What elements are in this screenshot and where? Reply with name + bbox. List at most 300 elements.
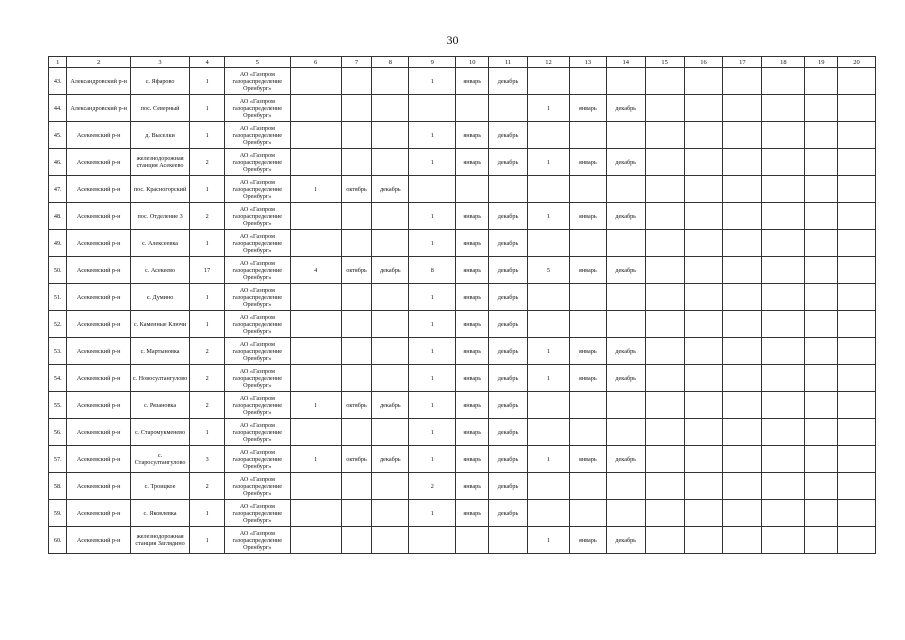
table-cell-col-1: 43. [49,68,67,95]
table-cell-col-16 [684,95,723,122]
table-cell-col-2: Асекеевский р-н [67,419,130,446]
table-cell-col-16 [684,446,723,473]
table-cell-col-16 [684,311,723,338]
table-cell-col-12: 1 [527,446,569,473]
table-cell-col-3: пос. Северный [130,95,189,122]
table-cell-col-6: 1 [290,176,341,203]
table-cell-col-11: декабрь [489,311,528,338]
table-cell-col-7 [341,338,372,365]
table-row [49,122,876,149]
table-cell-col-17 [723,365,762,392]
table-cell-col-7 [341,149,372,176]
table-cell-col-14: декабрь [606,446,645,473]
table-row [49,419,876,446]
table-cell-col-5: АО «Газпром газораспределение Оренбург» [225,527,291,554]
table-cell-col-17 [723,257,762,284]
table-cell-col-12 [527,419,569,446]
table-cell-col-8 [372,149,409,176]
table-cell-col-12 [527,392,569,419]
column-header-1: 1 [49,57,67,68]
table-cell-col-14 [606,230,645,257]
column-header-12: 12 [527,57,569,68]
table-cell-col-12 [527,284,569,311]
table-cell-col-11: декабрь [489,338,528,365]
table-cell-col-15 [645,284,684,311]
table-cell-col-11: декабрь [489,473,528,500]
table-cell-col-2: Александровский р-н [67,95,130,122]
table-cell-col-2: Асекеевский р-н [67,122,130,149]
table-cell-col-3: с. Каменные Ключи [130,311,189,338]
table-cell-col-17 [723,68,762,95]
table-cell-col-19 [805,95,838,122]
table-cell-col-6 [290,95,341,122]
table-cell-col-18 [762,365,805,392]
table-cell-col-15 [645,176,684,203]
table-cell-col-15 [645,230,684,257]
table-cell-col-5: АО «Газпром газораспределение Оренбург» [225,68,291,95]
table-cell-col-9: 1 [409,68,456,95]
table-cell-col-12: 1 [527,95,569,122]
table-cell-col-13 [569,500,606,527]
table-cell-col-3: с. Яковлевка [130,500,189,527]
table-cell-col-8: декабрь [372,392,409,419]
table-cell-col-10: январь [456,473,489,500]
table-cell-col-7 [341,230,372,257]
table-cell-col-3: с. Старомукменево [130,419,189,446]
table-row [49,338,876,365]
table-cell-col-4: 3 [190,446,225,473]
table-cell-col-20 [838,392,876,419]
table-cell-col-11: декабрь [489,500,528,527]
table-cell-col-16 [684,473,723,500]
column-header-8: 8 [372,57,409,68]
table-cell-col-18 [762,176,805,203]
table-cell-col-3: с. Думино [130,284,189,311]
table-cell-col-8 [372,230,409,257]
table-cell-col-16 [684,122,723,149]
table-cell-col-15 [645,527,684,554]
table-cell-col-2: Асекеевский р-н [67,176,130,203]
column-header-9: 9 [409,57,456,68]
table-cell-col-19 [805,473,838,500]
table-cell-col-4: 1 [190,122,225,149]
table-cell-col-8 [372,419,409,446]
table-row [49,176,876,203]
table-cell-col-3: с. Новосултангулово [130,365,189,392]
table-cell-col-17 [723,203,762,230]
table-cell-col-14: декабрь [606,527,645,554]
table-cell-col-5: АО «Газпром газораспределение Оренбург» [225,95,291,122]
table-cell-col-6 [290,311,341,338]
table-cell-col-20 [838,149,876,176]
table-cell-col-16 [684,365,723,392]
table-cell-col-9: 1 [409,122,456,149]
table-cell-col-1: 56. [49,419,67,446]
column-header-20: 20 [838,57,876,68]
table-cell-col-9: 1 [409,500,456,527]
table-cell-col-10: январь [456,338,489,365]
table-cell-col-1: 54. [49,365,67,392]
table-cell-col-5: АО «Газпром газораспределение Оренбург» [225,257,291,284]
table-cell-col-5: АО «Газпром газораспределение Оренбург» [225,230,291,257]
table-cell-col-5: АО «Газпром газораспределение Оренбург» [225,122,291,149]
table-cell-col-1: 58. [49,473,67,500]
table-cell-col-9: 1 [409,230,456,257]
table-cell-col-13: январь [569,95,606,122]
table-cell-col-8: декабрь [372,446,409,473]
table-cell-col-16 [684,419,723,446]
table-cell-col-2: Асекеевский р-н [67,284,130,311]
table-cell-col-8 [372,203,409,230]
table-cell-col-17 [723,95,762,122]
table-cell-col-20 [838,203,876,230]
table-cell-col-10: январь [456,311,489,338]
table-cell-col-5: АО «Газпром газораспределение Оренбург» [225,392,291,419]
table-cell-col-3: железнодорожная станция Асекеево [130,149,189,176]
table-cell-col-3: пос. Отделение 3 [130,203,189,230]
table-cell-col-12: 1 [527,365,569,392]
table-cell-col-15 [645,68,684,95]
table-cell-col-13: январь [569,257,606,284]
table-cell-col-4: 1 [190,500,225,527]
column-header-4: 4 [190,57,225,68]
table-cell-col-9: 1 [409,365,456,392]
table-cell-col-14 [606,122,645,149]
table-cell-col-2: Асекеевский р-н [67,392,130,419]
table-cell-col-5: АО «Газпром газораспределение Оренбург» [225,149,291,176]
table-cell-col-15 [645,95,684,122]
table-cell-col-12: 5 [527,257,569,284]
table-cell-col-6 [290,527,341,554]
table-cell-col-5: АО «Газпром газораспределение Оренбург» [225,446,291,473]
table-cell-col-15 [645,149,684,176]
table-cell-col-9: 1 [409,284,456,311]
table-cell-col-10: январь [456,284,489,311]
table-cell-col-2: Асекеевский р-н [67,500,130,527]
table-cell-col-11: декабрь [489,230,528,257]
table-cell-col-1: 48. [49,203,67,230]
table-cell-col-9: 1 [409,446,456,473]
table-cell-col-20 [838,527,876,554]
table-cell-col-2: Асекеевский р-н [67,203,130,230]
table-cell-col-17 [723,419,762,446]
table-cell-col-7 [341,284,372,311]
table-cell-col-12 [527,176,569,203]
table-cell-col-5: АО «Газпром газораспределение Оренбург» [225,338,291,365]
table-cell-col-5: АО «Газпром газораспределение Оренбург» [225,203,291,230]
table-cell-col-13 [569,176,606,203]
table-cell-col-8 [372,473,409,500]
table-cell-col-11: декабрь [489,392,528,419]
table-cell-col-9: 1 [409,392,456,419]
table-cell-col-13: январь [569,203,606,230]
table-cell-col-5: АО «Газпром газораспределение Оренбург» [225,176,291,203]
table-cell-col-7 [341,419,372,446]
table-cell-col-1: 52. [49,311,67,338]
table-cell-col-4: 2 [190,473,225,500]
table-cell-col-6 [290,500,341,527]
table-cell-col-1: 55. [49,392,67,419]
table-row [49,149,876,176]
table-cell-col-18 [762,473,805,500]
table-row [49,95,876,122]
table-cell-col-20 [838,68,876,95]
table-cell-col-16 [684,176,723,203]
table-cell-col-7 [341,365,372,392]
table-cell-col-14 [606,500,645,527]
table-cell-col-19 [805,500,838,527]
table-cell-col-12 [527,122,569,149]
table-cell-col-19 [805,122,838,149]
table-cell-col-9: 8 [409,257,456,284]
table-cell-col-2: Асекеевский р-н [67,446,130,473]
table-cell-col-4: 1 [190,230,225,257]
table-cell-col-16 [684,338,723,365]
table-cell-col-15 [645,473,684,500]
table-cell-col-15 [645,311,684,338]
table-cell-col-14 [606,311,645,338]
table-cell-col-6 [290,230,341,257]
table-cell-col-14 [606,392,645,419]
table-cell-col-19 [805,419,838,446]
table-cell-col-6: 1 [290,392,341,419]
table-cell-col-3: с. Яфарово [130,68,189,95]
table-cell-col-14: декабрь [606,149,645,176]
table-cell-col-20 [838,338,876,365]
table-cell-col-20 [838,176,876,203]
table-cell-col-9: 1 [409,203,456,230]
table-cell-col-6 [290,284,341,311]
table-cell-col-6 [290,365,341,392]
table-cell-col-4: 1 [190,284,225,311]
table-cell-col-13 [569,419,606,446]
table-cell-col-6 [290,149,341,176]
table-row [49,230,876,257]
table-cell-col-12 [527,500,569,527]
table-cell-col-14: декабрь [606,203,645,230]
table-row [49,203,876,230]
schedule-table [48,56,876,554]
table-cell-col-13: январь [569,338,606,365]
table-cell-col-4: 1 [190,419,225,446]
column-header-17: 17 [723,57,762,68]
table-cell-col-17 [723,473,762,500]
table-cell-col-17 [723,392,762,419]
table-cell-col-4: 2 [190,365,225,392]
table-cell-col-12: 1 [527,149,569,176]
table-cell-col-4: 1 [190,176,225,203]
table-cell-col-3: с. Рязановка [130,392,189,419]
table-cell-col-17 [723,527,762,554]
table-cell-col-18 [762,311,805,338]
page-number: 30 [446,33,459,47]
table-cell-col-18 [762,257,805,284]
table-row [49,446,876,473]
table-cell-col-11 [489,95,528,122]
table-cell-col-14 [606,419,645,446]
table-cell-col-14: декабрь [606,257,645,284]
table-cell-col-9: 1 [409,149,456,176]
table-cell-col-18 [762,122,805,149]
table-cell-col-10: январь [456,230,489,257]
table-row [49,500,876,527]
table-cell-col-3: с. Алексеевка [130,230,189,257]
table-cell-col-11: декабрь [489,365,528,392]
table-cell-col-3: с. Троицкое [130,473,189,500]
table-cell-col-15 [645,122,684,149]
table-cell-col-1: 47. [49,176,67,203]
table-cell-col-4: 2 [190,149,225,176]
table-cell-col-5: АО «Газпром газораспределение Оренбург» [225,311,291,338]
table-cell-col-17 [723,311,762,338]
table-cell-col-6 [290,203,341,230]
table-cell-col-8 [372,284,409,311]
table-cell-col-17 [723,230,762,257]
table-cell-col-8 [372,311,409,338]
table-cell-col-14: декабрь [606,95,645,122]
table-cell-col-20 [838,95,876,122]
table-cell-col-5: АО «Газпром газораспределение Оренбург» [225,284,291,311]
table-cell-col-20 [838,500,876,527]
table-cell-col-10: январь [456,392,489,419]
table-cell-col-20 [838,365,876,392]
table-cell-col-8: декабрь [372,176,409,203]
table-cell-col-4: 2 [190,392,225,419]
table-cell-col-7 [341,95,372,122]
table-cell-col-15 [645,392,684,419]
table-cell-col-16 [684,203,723,230]
column-header-7: 7 [341,57,372,68]
table-cell-col-6 [290,68,341,95]
table-cell-col-11: декабрь [489,68,528,95]
table-body [49,57,876,554]
table-cell-col-10: январь [456,419,489,446]
table-cell-col-1: 45. [49,122,67,149]
table-row [49,473,876,500]
column-header-15: 15 [645,57,684,68]
table-cell-col-4: 1 [190,68,225,95]
table-cell-col-4: 2 [190,338,225,365]
table-cell-col-15 [645,338,684,365]
table-cell-col-13 [569,230,606,257]
table-cell-col-9 [409,95,456,122]
table-cell-col-13: январь [569,446,606,473]
table-row [49,527,876,554]
table-cell-col-9 [409,527,456,554]
table-cell-col-9: 1 [409,338,456,365]
table-cell-col-1: 46. [49,149,67,176]
table-cell-col-8 [372,338,409,365]
table-row [49,68,876,95]
table-cell-col-20 [838,230,876,257]
table-cell-col-20 [838,446,876,473]
table-cell-col-2: Асекеевский р-н [67,257,130,284]
table-cell-col-19 [805,257,838,284]
table-cell-col-3: железнодорожная станция Заглядино [130,527,189,554]
table-cell-col-11: декабрь [489,203,528,230]
table-cell-col-9: 1 [409,311,456,338]
table-cell-col-15 [645,365,684,392]
table-cell-col-5: АО «Газпром газораспределение Оренбург» [225,500,291,527]
table-cell-col-17 [723,149,762,176]
table-cell-col-17 [723,446,762,473]
table-cell-col-6 [290,473,341,500]
table-cell-col-18 [762,284,805,311]
table-cell-col-16 [684,230,723,257]
table-cell-col-10 [456,176,489,203]
table-cell-col-2: Асекеевский р-н [67,338,130,365]
table-cell-col-16 [684,149,723,176]
column-header-3: 3 [130,57,189,68]
table-cell-col-1: 57. [49,446,67,473]
table-cell-col-7: октябрь [341,446,372,473]
column-header-6: 6 [290,57,341,68]
table-cell-col-5: АО «Газпром газораспределение Оренбург» [225,419,291,446]
table-cell-col-6 [290,122,341,149]
table-cell-col-11: декабрь [489,284,528,311]
table-cell-col-15 [645,203,684,230]
table-cell-col-4: 1 [190,311,225,338]
table-cell-col-18 [762,95,805,122]
table-cell-col-18 [762,419,805,446]
table-cell-col-10: январь [456,203,489,230]
table-cell-col-18 [762,527,805,554]
table-cell-col-17 [723,500,762,527]
table-cell-col-8 [372,122,409,149]
table-cell-col-19 [805,176,838,203]
column-header-10: 10 [456,57,489,68]
table-row [49,284,876,311]
table-cell-col-17 [723,338,762,365]
table-cell-col-7 [341,473,372,500]
table-cell-col-19 [805,338,838,365]
table-cell-col-5: АО «Газпром газораспределение Оренбург» [225,365,291,392]
table-cell-col-15 [645,446,684,473]
table-cell-col-7 [341,68,372,95]
table-cell-col-16 [684,68,723,95]
table-row [49,311,876,338]
table-cell-col-8 [372,365,409,392]
table-cell-col-3: с. Старосултангулово [130,446,189,473]
table-cell-col-3: д. Выселки [130,122,189,149]
table-cell-col-19 [805,230,838,257]
table-cell-col-20 [838,284,876,311]
table-cell-col-19 [805,392,838,419]
column-header-14: 14 [606,57,645,68]
table-cell-col-18 [762,446,805,473]
column-header-13: 13 [569,57,606,68]
table-cell-col-13: январь [569,365,606,392]
table-cell-col-10: январь [456,257,489,284]
table-cell-col-9 [409,176,456,203]
table-cell-col-2: Асекеевский р-н [67,149,130,176]
table-cell-col-10: январь [456,500,489,527]
table-cell-col-12: 1 [527,338,569,365]
table-cell-col-10: январь [456,446,489,473]
table-cell-col-10: январь [456,149,489,176]
table-cell-col-15 [645,257,684,284]
table-cell-col-9: 1 [409,419,456,446]
column-header-11: 11 [489,57,528,68]
table-cell-col-7: октябрь [341,392,372,419]
column-header-16: 16 [684,57,723,68]
table-cell-col-12 [527,473,569,500]
table-cell-col-16 [684,257,723,284]
header-row [49,57,876,68]
table-cell-col-3: пос. Красногорский [130,176,189,203]
table-cell-col-8: декабрь [372,257,409,284]
table-cell-col-18 [762,338,805,365]
